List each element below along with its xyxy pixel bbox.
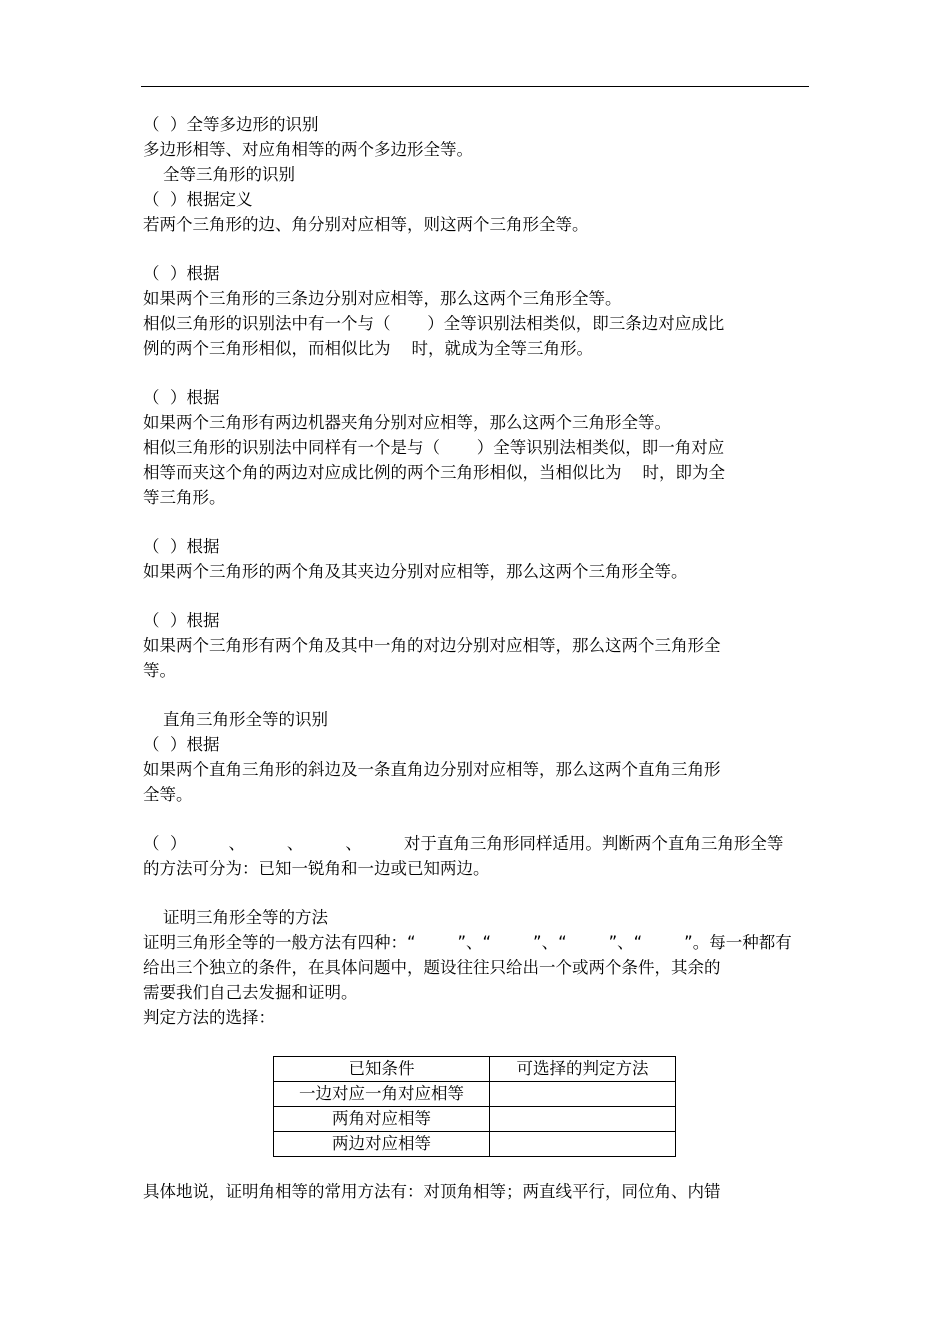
paragraph-line: 相似三角形的识别法中同样有一个是与（ ）全等识别法相类似，即一角对应 [143,438,725,457]
paragraph-line: 给出三个独立的条件，在具体问题中，题设往往只给出一个或两个条件，其余的 [143,958,721,977]
paragraph-line: 相等而夹这个角的两边对应成比例的两个三角形相似，当相似比为 时，即为全 [143,463,725,482]
paragraph-line: 若两个三角形的边、角分别对应相等，则这两个三角形全等。 [143,215,589,234]
paragraph-line: 判定方法的选择： [143,1008,275,1027]
paragraph-line: 需要我们自己去发掘和证明。 [143,983,358,1002]
paragraph-line: （ ）根据 [143,388,220,407]
table-cell: 两边对应相等 [274,1132,490,1157]
table-row [274,1132,676,1157]
paragraph-line: 如果两个三角形有两边机器夹角分别对应相等，那么这两个三角形全等。 [143,413,671,432]
table-header-cell: 可选择的判定方法 [490,1057,676,1082]
closing-line: 具体地说，证明角相等的常用方法有：对顶角相等；两直线平行，同位角、内错 [143,1182,721,1201]
paragraph-line: 证明三角形全等的一般方法有四种：“ ”、“ ”、“ ”、“ ”。每一种都有 [143,933,792,952]
table-cell-empty [490,1132,676,1157]
section-heading: 证明三角形全等的方法 [163,908,328,927]
paragraph-line: （ ）根据 [143,537,220,556]
table-row [274,1082,676,1107]
section-heading: 全等三角形的识别 [163,165,295,184]
table-cell: 两角对应相等 [274,1107,490,1132]
table-cell-empty [490,1107,676,1132]
paragraph-line: 全等。 [143,785,193,804]
table-cell-empty [490,1082,676,1107]
paragraph-line: （ ）根据 [143,735,220,754]
document-body [143,112,809,1204]
paragraph-line: 如果两个直角三角形的斜边及一条直角边分别对应相等，那么这两个直角三角形 [143,760,721,779]
paragraph-line: （ ）根据定义 [143,190,253,209]
section-heading: 直角三角形全等的识别 [163,710,328,729]
method-table-wrapper [273,1056,809,1157]
paragraph-line: 如果两个三角形有两个角及其中一角的对边分别对应相等，那么这两个三角形全 [143,636,721,655]
table-header-row [274,1057,676,1082]
paragraph-line: （ ）全等多边形的识别 [143,115,319,134]
paragraph-line: 如果两个三角形的三条边分别对应相等，那么这两个三角形全等。 [143,289,622,308]
header-rule [141,86,809,87]
paragraph-line: 相似三角形的识别法中有一个与（ ）全等识别法相类似，即三条边对应成比 [143,314,725,333]
paragraph-line: 如果两个三角形的两个角及其夹边分别对应相等，那么这两个三角形全等。 [143,562,688,581]
paragraph-line: （ ）根据 [143,264,220,283]
paragraph-line: 等三角形。 [143,488,226,507]
paragraph-line: 的方法可分为：已知一锐角和一边或已知两边。 [143,859,490,878]
table-cell: 一边对应一角对应相等 [274,1082,490,1107]
paragraph-line: （ ）根据 [143,611,220,630]
paragraph-line: 等。 [143,661,176,680]
paragraph-line: 多边形相等、对应角相等的两个多边形全等。 [143,140,473,159]
paragraph-line: 例的两个三角形相似，而相似比为 时，就成为全等三角形。 [143,339,593,358]
table-row [274,1107,676,1132]
table-header-cell: 已知条件 [274,1057,490,1082]
method-table [273,1056,676,1157]
paragraph-line: （ ） 、 、 、 对于直角三角形同样适用。判断两个直角三角形全等 [143,834,784,853]
